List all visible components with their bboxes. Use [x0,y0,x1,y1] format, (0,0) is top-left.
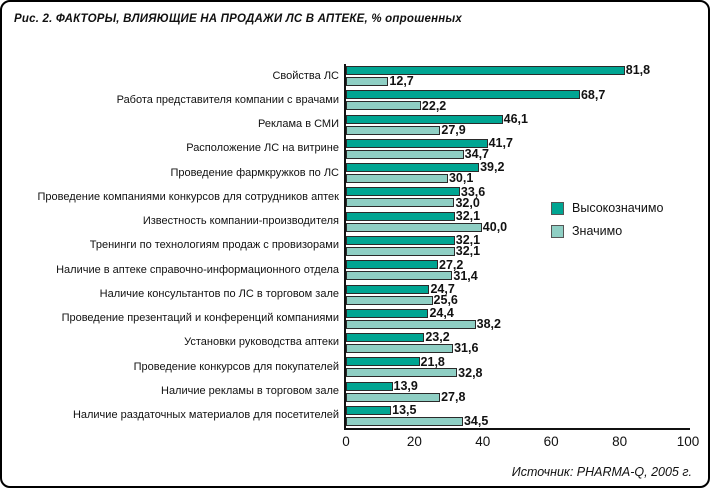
x-axis-ticks [342,434,700,450]
high-bar-line [346,87,688,102]
legend-label: Высокозначимо [572,201,664,215]
chart-row [10,379,688,403]
bar [346,271,452,280]
chart-row [10,137,688,161]
bar [346,417,463,426]
bar [346,77,388,86]
bar-value-label: 32,1 [455,244,481,259]
legend-swatch [551,202,564,215]
category-label: Тренинги по технологиям продаж с провизорами [89,239,339,252]
bar [346,223,482,232]
chart-row [10,331,688,355]
chart-row [10,404,688,428]
bar-pair [344,113,688,137]
bar-value-label: 32,0 [455,195,480,210]
bar-pair [344,355,688,379]
category-label: Свойства ЛС [272,69,339,82]
chart-row [10,64,688,88]
significant-bar-line [346,389,688,404]
x-tick-label: 20 [406,434,422,449]
high-bar-line [346,403,688,418]
category-label: Наличие в аптеке справочно-информационного отдела [56,263,339,276]
x-tick-label: 60 [543,434,559,449]
legend-label: Значимо [572,224,623,238]
bar-value-label: 22,2 [421,98,447,113]
bar [346,236,455,245]
significant-bar-line [346,414,688,429]
bar [346,296,433,305]
significant-bar-line [346,341,688,356]
bar-value-label: 38,2 [476,317,501,332]
bar [346,150,464,159]
chart-row [10,88,688,112]
bar-value-label: 31,4 [453,268,478,283]
bar-pair [344,161,688,185]
bar-pair [344,64,688,88]
bar [346,126,440,135]
bar-pair [344,258,688,282]
chart-rows [10,64,688,428]
significant-bar-line [346,244,688,259]
significant-bar-line [346,171,688,186]
high-bar-line [346,257,688,272]
bar-pair [344,404,688,428]
x-tick-label: 80 [612,434,628,449]
bar-value-label: 27,9 [441,122,466,137]
category-label: Проведение конкурсов для покупателей [133,360,339,373]
category-label: Установки руководства аптеки [184,336,339,349]
bar-value-label: 32,1 [455,233,481,248]
bar-value-label: 33,6 [460,184,486,199]
high-bar-line [346,306,688,321]
high-bar-line [346,354,688,369]
bar-value-label: 41,7 [488,136,513,151]
bar [346,174,448,183]
bar [346,187,460,196]
category-label: Работа представителя компании с врачами [116,93,339,106]
bar-pair [344,307,688,331]
significant-bar-line [346,98,688,113]
category-label: Проведение фармкружков по ЛС [170,166,339,179]
bar-value-label: 24,4 [429,306,454,321]
bar [346,198,454,207]
bar [346,382,393,391]
bar-value-label: 34,7 [464,147,490,162]
bar-value-label: 23,2 [425,330,450,345]
significant-bar-line [346,122,688,137]
high-bar-line [346,184,688,199]
bar-value-label: 21,8 [420,354,445,369]
bar-value-label: 27,8 [441,389,466,404]
x-tick-label: 0 [342,434,350,449]
bar-pair [344,137,688,161]
bar-value-label: 40,0 [482,219,508,234]
bar-value-label: 46,1 [503,111,528,126]
significant-bar-line [346,268,688,283]
significant-bar-line [346,74,688,89]
bar-pair [344,379,688,403]
high-bar-line [346,160,688,175]
bar-value-label: 32,8 [458,365,483,380]
significant-bar-line [346,292,688,307]
bar-value-label: 68,7 [580,87,606,102]
bar-value-label: 24,7 [430,281,455,296]
bar [346,406,391,415]
bar [346,115,503,124]
bar [346,357,420,366]
chart-row [10,355,688,379]
chart-row [10,307,688,331]
chart-title: Рис. 2. ФАКТОРЫ, ВЛИЯЮЩИЕ НА ПРОДАЖИ ЛС В АПТЕКЕ, % опрошенных [14,13,462,25]
significant-bar-line [346,147,688,162]
bar-value-label: 13,5 [392,403,417,418]
bar [346,101,421,110]
bar [346,66,625,75]
legend-item-significant [551,224,663,238]
legend-swatch [551,225,564,238]
bar [346,393,440,402]
bar-value-label: 27,2 [439,257,464,272]
bar [346,247,455,256]
bar-pair [344,331,688,355]
chart-row [10,113,688,137]
high-bar-line [346,136,688,151]
bar-value-label: 31,6 [454,341,479,356]
bar [346,90,580,99]
bar-value-label: 32,1 [455,208,481,223]
bar [346,212,455,221]
x-tick-label: 40 [475,434,491,449]
bar-value-label: 81,8 [625,63,651,78]
bar [346,260,438,269]
category-label: Наличие консультантов по ЛС в торговом зале [99,287,339,300]
chart-row [10,258,688,282]
high-bar-line [346,281,688,296]
bar-value-label: 12,7 [389,74,414,89]
category-label: Известность компании-производителя [142,215,339,228]
bar [346,320,476,329]
x-axis-line [344,428,690,430]
significant-bar-line [346,317,688,332]
category-label: Реклама в СМИ [258,118,339,131]
category-label: Расположение ЛС на витрине [186,142,339,155]
chart-row [10,161,688,185]
category-label: Проведение компаниями конкурсов для сотрудников аптек [37,190,339,203]
category-label: Наличие рекламы в торговом зале [161,384,339,397]
high-bar-line [346,111,688,126]
bar-value-label: 39,2 [480,160,505,175]
x-tick-label: 100 [676,434,700,449]
bar-pair [344,282,688,306]
legend [551,201,663,238]
bar-value-label: 34,5 [463,414,489,429]
bar-value-label: 30,1 [448,171,474,186]
bar [346,368,457,377]
bar-value-label: 25,6 [433,292,458,307]
bar-pair [344,88,688,112]
chart-row [10,282,688,306]
bar-value-label: 13,9 [393,378,418,393]
category-label: Наличие раздаточных материалов для посетителей [72,409,339,422]
high-bar-line [346,330,688,345]
bar [346,285,429,294]
source-note: Источник: PHARMA-Q, 2005 г. [511,465,692,479]
high-bar-line [346,378,688,393]
bar [346,333,424,342]
bar [346,344,453,353]
bar [346,309,428,318]
legend-item-high [551,201,663,215]
significant-bar-line [346,365,688,380]
category-label: Проведение презентаций и конференций компаниями [61,312,339,325]
